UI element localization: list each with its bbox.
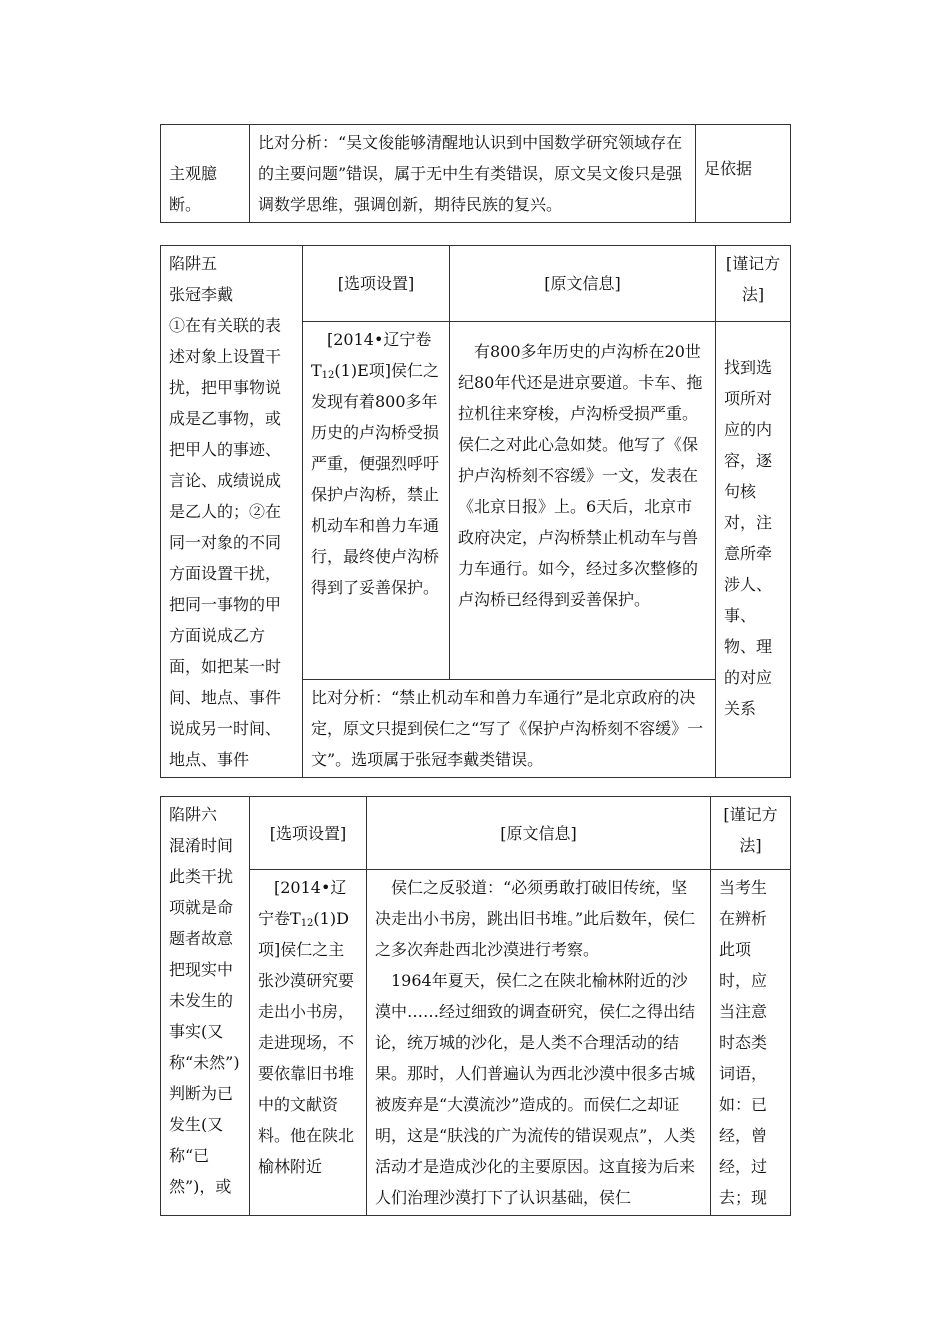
method-cell: 找到选项所对应的内容，逐句核对，注意所牵涉人、事、物、理的对应关系 [716,322,791,778]
table-trap-five [160,245,791,778]
trap-five-description [161,246,303,778]
analysis-cell: 比对分析：“吴文俊能够清醒地认识到中国数学研究领域存在的主要问题”错误，属于无中生有类错误，原文吴文俊只是强调数学思维，强调创新，期待民族的复兴。 [250,125,696,223]
trap-six-description [161,797,250,1216]
header-option: [选项设置] [303,246,450,322]
table-trap-six [160,796,791,1216]
option-cell: [2014•辽宁卷$T_{12}(1)D$项]侯仁之主张沙漠研究要走出小书房，走进现场，不要依靠旧书堆中的文献资料。他在陕北榆林附近 [250,870,367,1216]
header-method: [谨记方法] [711,797,791,870]
header-method: [谨记方法] [716,246,791,322]
source-cell [367,870,711,1216]
option-cell: [2014•辽宁卷$T_{12}(1)E$项]侯仁之发现有着800多年历史的卢沟桥受损严重，便强烈呼吁保护卢沟桥，禁止机动车和兽力车通行，最终使卢沟桥得到了妥善保护。 [303,322,450,680]
method-cell: 足依据 [696,125,791,223]
table-trap-four-continued [160,124,791,223]
header-source: [原文信息] [450,246,716,322]
analysis-cell: 比对分析：“禁止机动车和兽力车通行”是北京政府的决定，原文只提到侯仁之“写了《保护卢沟桥刻不容缓》一文”。选项属于张冠李戴类错误。 [303,680,716,778]
source-paragraph: 侯仁之反驳道：“必须勇敢打破旧传统，坚决走出小书房，跳出旧书堆。”此后数年，侯仁之多次奔赴西北沙漠进行考察。 [375,878,696,959]
trap-six-detail: 此类干扰项就是命题者故意把现实中未发生的事实(又称“未然”)判断为已发生(又称“已然”)，或 [169,867,240,1196]
trap-six-name: 混淆时间 [169,836,234,855]
header-source: [原文信息] [367,797,711,870]
trap-label-cell: 主观臆断。 [161,125,250,223]
method-cell: 当考生在辨析此项时，应当注意时态类词语，如：已经，曾经，过去；现 [711,870,791,1216]
trap-five-title: 陷阱五 [169,254,218,273]
trap-five-name: 张冠李戴 [169,285,234,304]
source-cell: 有800多年历史的卢沟桥在20世纪80年代还是进京要道。卡车、拖拉机往来穿梭，卢沟桥受损严重。侯仁之对此心急如焚。他写了《保护卢沟桥刻不容缓》一文，发表在《北京日报》上。6天后，北京市政府决定，卢沟桥禁止机动车与兽力车通行。如今，经过多次整修的卢沟桥已经得到妥善保护。 [450,322,716,680]
trap-five-detail: ①在有关联的表述对象上设置干扰，把甲事物说成是乙事物，或把甲人的事迹、言论、成绩说成是乙人的；②在同一对象的不同方面设置干扰，把同一事物的甲方面说成乙方面，如把某一时间、地点、事件说成另一时间、地点、事件 [169,316,282,769]
trap-six-title: 陷阱六 [169,805,218,824]
source-paragraph: 1964年夏天，侯仁之在陕北榆林附近的沙漠中……经过细致的调查研究，侯仁之得出结论，统万城的沙化，是人类不合理活动的结果。那时，人们普遍认为西北沙漠中很多古城被废弃是“大漠流沙”造成的。而侯仁之却证明，这是“肤浅的广为流传的错误观点”，人类活动才是造成沙化的主要原因。这直接为后来人们治理沙漠打下了认识基础，侯仁 [375,971,696,1207]
header-option: [选项设置] [250,797,367,870]
